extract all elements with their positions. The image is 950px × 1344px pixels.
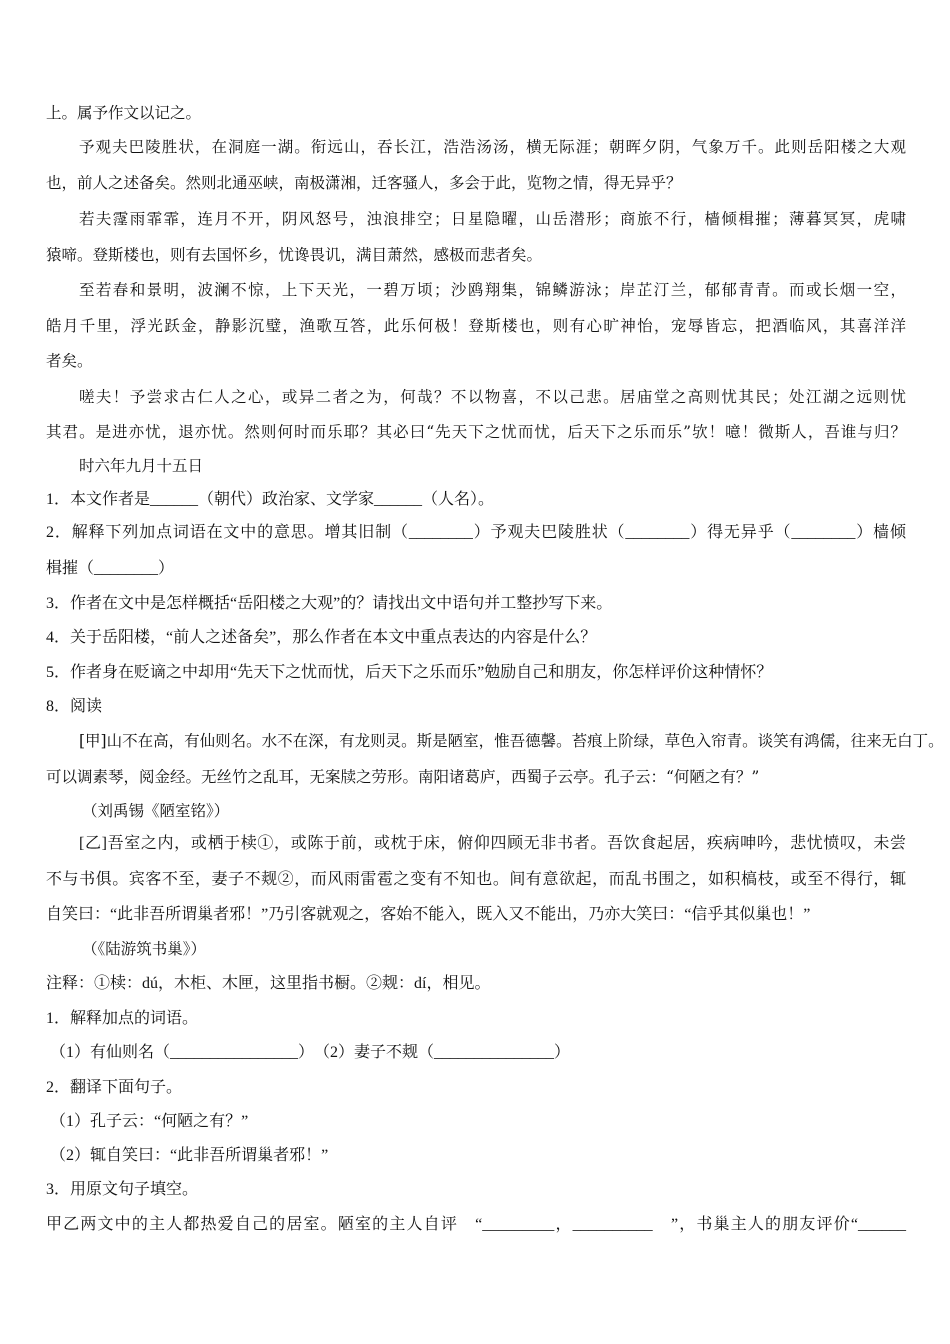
jia-source: （刘禹锡《陋室铭》）: [82, 802, 230, 820]
question-2-cont: 楫摧（________）: [46, 560, 175, 577]
sub-question-3-text: 甲乙两文中的主人都热爱自己的居室。陋室的主人自评 “_________，__________ ”，书巢主人的朋友评价“______: [46, 1216, 906, 1233]
sub-question-2-item-2: （2）辄自笑曰：“此非吾所谓巢者邪！”: [50, 1147, 329, 1164]
yi-passage-line: 自笑曰：“此非吾所谓巢者邪！”乃引客就观之，客始不能入，既入又不能出，乃亦大笑曰：“信乎其似巢也！”: [46, 906, 811, 923]
section-8-heading: 8．阅读: [46, 698, 103, 715]
annotation-note: 注释：①椟：dú，木柜、木匣，这里指书橱。②觌：dí，相见。: [46, 975, 491, 992]
jia-passage-line: [甲]山不在高，有仙则名。水不在深，有龙则灵。斯是陋室，惟吾德馨。苔痕上阶绿，草色入帘青。谈笑有鸿儒，往来无白丁。: [79, 732, 944, 750]
passage-line: 皓月千里，浮光跃金，静影沉璧，渔歌互答，此乐何极！登斯楼也，则有心旷神怡，宠辱皆忘，把酒临风，其喜洋洋: [46, 317, 906, 335]
sub-question-2: 2．翻译下面句子。: [46, 1079, 183, 1096]
passage-line: 至若春和景明，波澜不惊，上下天光，一碧万顷；沙鸥翔集，锦鳞游泳；岸芷汀兰，郁郁青青。而或长烟一空，: [79, 281, 906, 299]
passage-line: 嗟夫！予尝求古仁人之心，或异二者之为，何哉？不以物喜，不以己悲。居庙堂之高则忧其民；处江湖之远则忧: [79, 388, 906, 406]
question-5: 5．作者身在贬谪之中却用“先天下之忧而忧，后天下之乐而乐”勉励自己和朋友，你怎样评价这种情怀？: [46, 664, 773, 681]
passage-line: 猿啼。登斯楼也，则有去国怀乡，忧谗畏讥，满目萧然，感极而悲者矣。: [46, 246, 543, 264]
jia-passage-line: 可以调素琴，阅金经。无丝竹之乱耳，无案牍之劳形。南阳诸葛庐，西蜀子云亭。孔子云：“何陋之有？”: [46, 768, 760, 786]
passage-line: 也，前人之述备矣。然则北通巫峡，南极潇湘，迁客骚人，多会于此，览物之情，得无异乎？: [46, 174, 682, 192]
question-2: 2．解释下列加点词语在文中的意思。增其旧制（________）予观夫巴陵胜状（________）得无异乎（________）樯倾: [46, 524, 906, 541]
passage-line: 者矣。: [46, 352, 93, 370]
passage-date: 时六年九月十五日: [79, 457, 204, 475]
sub-question-2-item-1: （1）孔子云：“何陋之有？”: [50, 1113, 249, 1130]
question-1: 1．本文作者是______（朝代）政治家、文学家______（人名）。: [46, 491, 495, 508]
passage-line: 若夫霪雨霏霏，连月不开，阴风怒号，浊浪排空；日星隐曜，山岳潜形；商旅不行，樯倾楫摧；薄暮冥冥，虎啸: [79, 210, 906, 228]
yi-source: （《陆游筑书巢》）: [82, 940, 207, 958]
question-4: 4．关于岳阳楼，“前人之述备矣”，那么作者在本文中重点表达的内容是什么？: [46, 629, 597, 646]
yi-passage-line: [乙]吾室之内，或栖于椟①，或陈于前，或枕于床，俯仰四顾无非书者。吾饮食起居，疾病呻吟，悲忧愤叹，未尝: [79, 835, 906, 852]
question-3: 3．作者在文中是怎样概括“岳阳楼之大观”的？请找出文中语句并工整抄写下来。: [46, 595, 613, 612]
sub-question-1: 1．解释加点的词语。: [46, 1010, 199, 1027]
yi-passage-line: 不与书俱。宾客不至，妻子不觌②，而风雨雷雹之变有不知也。间有意欲起，而乱书围之，如积槁枝，或至不得行，辄: [46, 871, 906, 888]
sub-question-3: 3．用原文句子填空。: [46, 1181, 199, 1198]
sub-question-1-items: （1）有仙则名（________________） （2）妻子不觌（_______________）: [50, 1044, 571, 1061]
passage-line: 其君。是进亦忧，退亦忧。然则何时而乐耶？其必曰“先天下之忧而忧，后天下之乐而乐”欤！噫！微斯人，吾谁与归？: [46, 423, 906, 441]
passage-line: 上。属予作文以记之。: [46, 104, 202, 122]
passage-line: 予观夫巴陵胜状，在洞庭一湖。衔远山，吞长江，浩浩汤汤，横无际涯；朝晖夕阴，气象万千。此则岳阳楼之大观: [79, 138, 906, 156]
